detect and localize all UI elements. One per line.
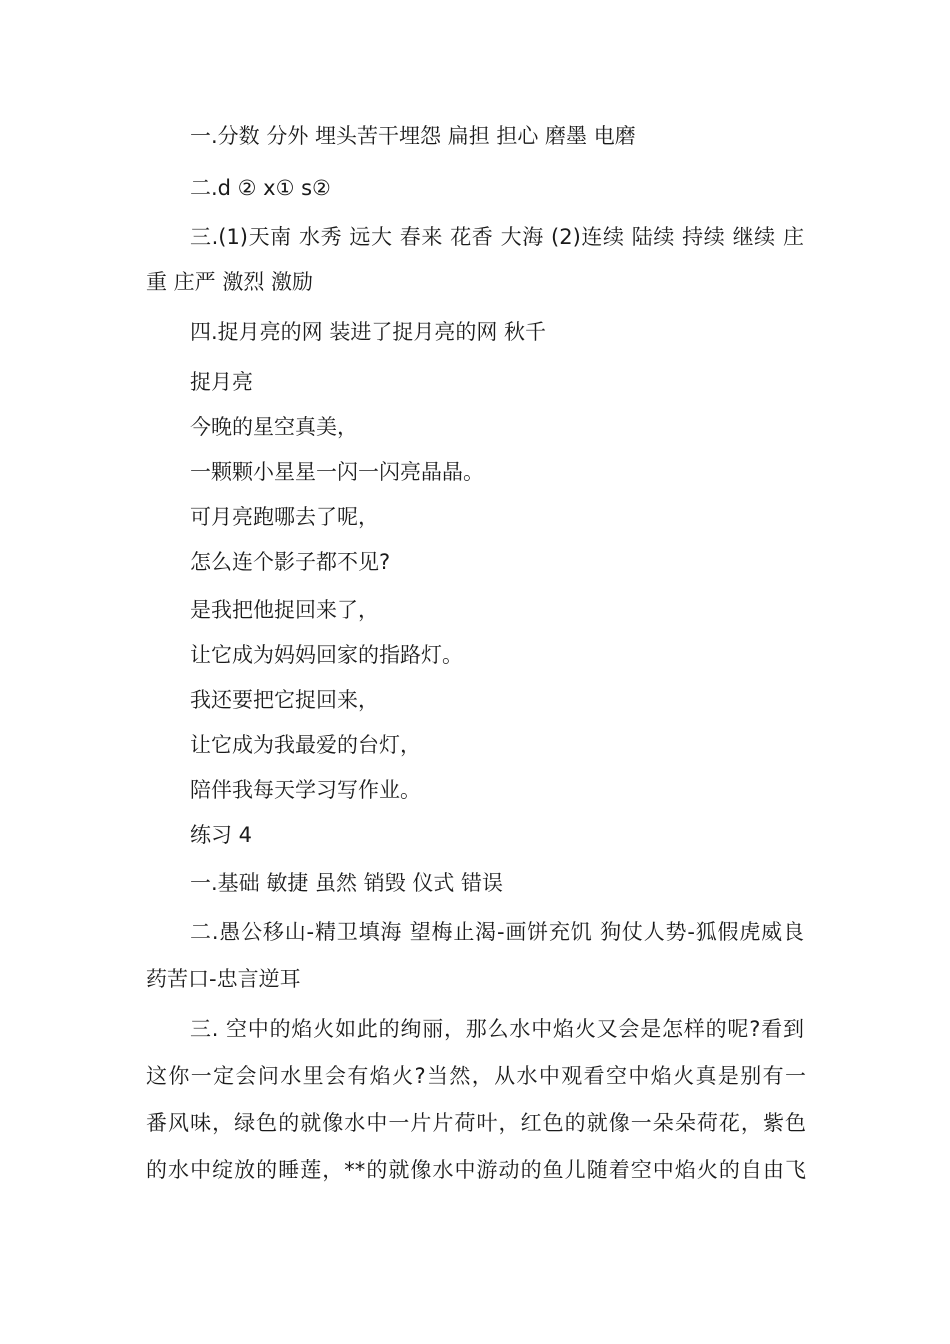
- exercise-line-2-continued: 药苦口-忠言逆耳: [146, 967, 301, 991]
- answer-line-3-continued: 重 庄严 激烈 激励: [146, 270, 314, 294]
- answer-line-4: 四.捉月亮的网 装进了捉月亮的网 秋千: [190, 320, 547, 344]
- answer-line-2: 二.d ② x① s②: [190, 176, 331, 200]
- exercise-paragraph-line: 番风味，绿色的就像水中一片片荷叶，红色的就像一朵朵荷花，紫色: [146, 1111, 806, 1135]
- exercise-paragraph-line: 的水中绽放的睡莲，**的就像水中游动的鱼儿随着空中焰火的自由飞: [146, 1158, 806, 1182]
- poem-line: 今晚的星空真美，: [190, 415, 358, 439]
- answer-line-1: 一.分数 分外 埋头苦干埋怨 扁担 担心 磨墨 电磨: [190, 124, 636, 148]
- poem-title: 捉月亮: [190, 370, 253, 394]
- poem-line: 我还要把它捉回来，: [190, 688, 379, 712]
- poem-line: 让它成为妈妈回家的指路灯。: [190, 643, 463, 667]
- poem-line: 是我把他捉回来了，: [190, 598, 379, 622]
- poem-line: 怎么连个影子都不见?: [190, 550, 391, 574]
- exercise-paragraph-line: 这你一定会问水里会有焰火?当然，从水中观看空中焰火真是别有一: [146, 1064, 806, 1088]
- poem-line: 一颗颗小星星一闪一闪亮晶晶。: [190, 460, 484, 484]
- poem-line: 陪伴我每天学习写作业。: [190, 778, 421, 802]
- answer-line-3: 三.(1)天南 水秀 远大 春来 花香 大海 (2)连续 陆续 持续 继续 庄: [190, 225, 804, 249]
- poem-line: 让它成为我最爱的台灯，: [190, 733, 421, 757]
- exercise-line-1: 一.基础 敏捷 虽然 销毁 仪式 错误: [190, 871, 504, 895]
- exercise-line-3: 三. 空中的焰火如此的绚丽，那么水中焰火又会是怎样的呢?看到: [190, 1017, 804, 1041]
- exercise-line-2: 二.愚公移山-精卫填海 望梅止渴-画饼充饥 狗仗人势-狐假虎威良: [190, 920, 804, 944]
- poem-line: 可月亮跑哪去了呢，: [190, 505, 379, 529]
- section-heading: 练习 4: [190, 823, 253, 847]
